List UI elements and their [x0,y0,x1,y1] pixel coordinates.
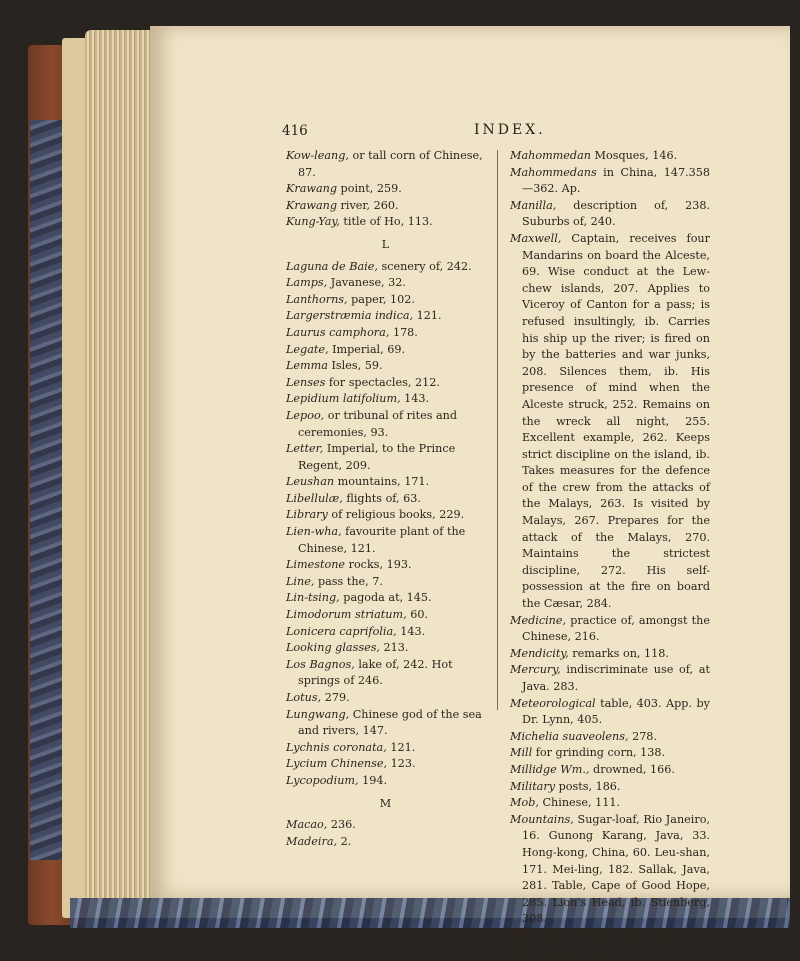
index-entry [510,662,710,695]
index-entry [286,325,486,342]
index-entry [286,817,486,834]
entry-term: Medicine, [510,614,566,627]
entry-term: Lotus, [286,691,321,704]
entry-text: 60. [407,608,428,621]
entry-term: Madeira, [286,835,337,848]
entry-text: remarks on, 118. [569,647,669,660]
entry-text: Captain, receives four Mandarins on board the Alceste, 69. Wise conduct at the Lew-chew islands, 207. Applies to Viceroy of Canton for a pass; is refused insultingly, ib. Carries his ship up the river; is fired on by the batteries and war junks, 208. Silences them, ib. His presence of mind when the Alceste struck, 252. Remains on the wreck all night, 255. Excellent example, 262. Keeps strict discipline on the island, ib. Takes measures for the defence of the crew from the attacks of the Malays, 263. Is visited by Malays, 267. Prepares for the attack of the Malays, 270. Maintains the strictest discipline, 272. His self-possession at the fire on board the Cæsar, 284. [522,232,710,610]
entry-term: Krawang [286,199,337,212]
index-entry [286,148,486,181]
index-column-right [510,148,710,961]
entry-term: Los Bagnos, [286,658,355,671]
entry-text: Chinese, 111. [539,796,620,809]
index-entry [510,613,710,646]
entry-text: Mosques, 146. [591,149,677,162]
index-entry [286,441,486,474]
index-entry [510,812,710,928]
entry-text: Chinese god of the sea and rivers, 147. [298,708,482,738]
entry-term: Krawang [286,182,337,195]
index-entry [286,707,486,740]
entry-text: 123. [387,757,415,770]
entry-term: Mahommedan [510,149,591,162]
entry-term: Legate, [286,343,329,356]
index-entry [286,375,486,392]
index-entry [286,358,486,375]
entry-term: Lychnis coronata, [286,741,387,754]
column-divider [497,150,498,710]
index-entry [286,214,486,231]
index-entry [286,408,486,441]
entry-text: indiscriminate use of, at Java. 283. [522,663,710,693]
entry-term: Largerstræmia indica, [286,309,413,322]
entry-text: 121. [387,741,415,754]
index-entry [286,507,486,524]
entry-text: point, 259. [337,182,402,195]
index-entry [286,740,486,757]
entry-term: Lepidium latifolium, [286,392,401,405]
entry-text: or tribunal of rites and ceremonies, 93. [298,409,457,439]
index-entry [510,729,710,746]
index-entry [510,779,710,796]
entry-text: 279. [321,691,349,704]
entry-text: Imperial, to the Prince Regent, 209. [298,442,455,472]
entry-term: Mercury, [510,663,561,676]
index-entry [286,275,486,292]
index-entry [510,745,710,762]
entry-text: lake of, 242. Hot springs of 246. [298,658,453,688]
entry-term: Lonicera caprifolia, [286,625,397,638]
entry-term: Lycopodium, [286,774,359,787]
index-entry [286,491,486,508]
entry-term: Mill [510,746,532,759]
entry-text: 178. [389,326,417,339]
entry-text: rank of, 93. [539,946,608,959]
entry-text: Imperial, 69. [329,343,405,356]
entry-term: Manilla, [510,199,556,212]
entry-term: Mahommedans [510,166,597,179]
index-entry [286,308,486,325]
letter-heading: L [286,237,486,254]
entry-term: Laguna de Baie, [286,260,378,273]
entry-term: Lanthorns, [286,293,348,306]
index-column-left [286,148,486,850]
index-entry [510,795,710,812]
entry-text: 143. [397,625,425,638]
entry-text: 143. [401,392,429,405]
index-entry [510,928,710,945]
entry-text: scenery of, 242. [378,260,472,273]
entry-term: Mountains, [510,813,574,826]
entry-text: flights of, 63. [343,492,421,505]
entry-text: 213. [380,641,408,654]
letter-heading: M [286,796,486,813]
index-entry [286,259,486,276]
index-entry [286,574,486,591]
index-entry [510,945,710,961]
entry-term: Macao, [286,818,327,831]
page-number: 416 [282,123,308,139]
entry-term: Military [510,780,555,793]
entry-text: 236. [327,818,355,831]
entry-text: pagoda at, 145. [340,591,432,604]
entry-term: Lien-wha, [286,525,342,538]
entry-text: river, 260. [337,199,399,212]
index-entry [286,607,486,624]
entry-term: Line, [286,575,314,588]
entry-term: Lin-tsing, [286,591,340,604]
index-entry [286,198,486,215]
index-entry [286,773,486,790]
entry-term: Looking glasses, [286,641,380,654]
index-entry [286,640,486,657]
entry-term: Leushan [286,475,334,488]
index-entry [510,646,710,663]
entry-text: for grinding corn, 138. [532,746,665,759]
index-entry [286,590,486,607]
entry-text: Isles, 59. [328,359,383,372]
entry-term: Lepoo, [286,409,324,422]
entry-text: in China, 147.358—362. Ap. [522,166,710,196]
entry-term: Lemma [286,359,328,372]
entry-text: 121. [413,309,441,322]
entry-term: Lamps, [286,276,327,289]
entry-text: title of Ho, 113. [340,215,433,228]
entry-text: for spectacles, 212. [325,376,440,389]
entry-text: 194. [359,774,387,787]
index-entry [286,834,486,851]
entry-term: Mob, [510,796,539,809]
entry-term: Millidge Wm., [510,763,590,776]
index-entry [510,165,710,198]
entry-term: Lycium Chinense, [286,757,387,770]
entry-text: pass the, 7. [314,575,383,588]
index-entry [510,696,710,729]
index-entry [286,756,486,773]
entry-text: 278. [629,730,657,743]
index-entry [286,181,486,198]
entry-term: Limodorum striatum, [286,608,407,621]
entry-term: Muh, [510,946,539,959]
entry-term: Lenses [286,376,325,389]
entry-text: favourite plant of the Chinese, 121. [298,525,465,555]
entry-text: Sugar-loaf, Rio Janeiro, 16. Gunong Karang, Java, 33. Hong-kong, China, 60. Leu-shan, 171. Mei-ling, 182. Sallak, Java, 281. Table, Cape of Good Hope, 285. Lion's Head, ib. Stienberg, 308. [522,813,710,926]
entry-text: drowned, 166. [590,763,675,776]
entry-text: or Peony tree, 220. [561,929,673,942]
index-entry [510,148,710,165]
entry-term: Mou-tan, [510,929,561,942]
entry-term: Meteorological [510,697,596,710]
page-edges [85,30,160,900]
entry-text: practice of, amongst the Chinese, 216. [522,614,710,644]
entry-text: paper, 102. [348,293,415,306]
index-entry [286,524,486,557]
index-entry [286,342,486,359]
entry-term: Mendicity, [510,647,569,660]
entry-term: Library [286,508,328,521]
entry-text: of religious books, 229. [328,508,464,521]
index-entry [286,657,486,690]
index-entry [510,231,710,613]
entry-term: Maxwell, [510,232,561,245]
running-title: INDEX. [474,122,546,138]
entry-term: Libellulæ, [286,492,343,505]
entry-term: Michelia suaveolens, [510,730,629,743]
entry-text: 2. [337,835,351,848]
entry-text: Javanese, 32. [327,276,406,289]
index-entry [286,690,486,707]
index-entry [286,624,486,641]
index-entry [510,198,710,231]
index-entry [286,292,486,309]
entry-term: Laurus camphora, [286,326,389,339]
index-entry [286,474,486,491]
entry-text: mountains, 171. [334,475,429,488]
index-entry [510,762,710,779]
entry-term: Letter, [286,442,323,455]
entry-term: Lungwang, [286,708,349,721]
entry-text: or tall corn of Chinese, 87. [298,149,483,179]
entry-text: description of, 238. Suburbs of, 240. [522,199,710,229]
entry-term: Kow-leang, [286,149,349,162]
entry-text: table, 403. App. by Dr. Lynn, 405. [522,697,710,727]
entry-term: Limestone [286,558,345,571]
entry-text: rocks, 193. [345,558,411,571]
index-entry [286,391,486,408]
entry-term: Kung-Yay, [286,215,340,228]
entry-text: posts, 186. [555,780,620,793]
index-entry [286,557,486,574]
